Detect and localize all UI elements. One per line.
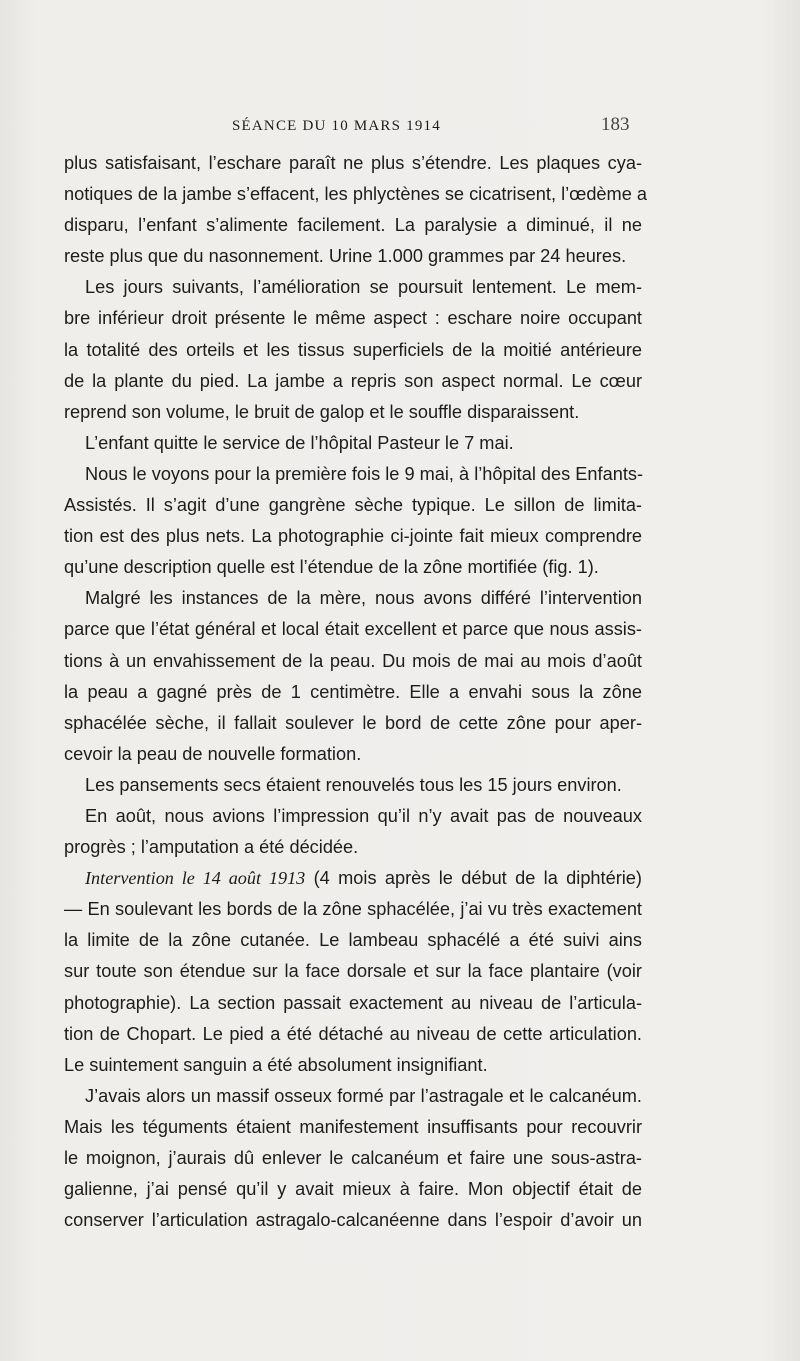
text-line: galienne, j’ai pensé qu’il y avait mieux à faire. Mon objectif était de [64,1179,642,1200]
text-line: Assistés. Il s’agit d’une gangrène sèche typique. Le sillon de limita- [64,495,642,516]
intervention-rest: (4 mois après le début de la diphtérie) [313,868,642,889]
text-line: tion de Chopart. Le pied a été détaché au niveau de cette articulation. [64,1023,642,1044]
text-line: bre inférieur droit présente le même aspect : eschare noire occupant [64,308,642,329]
text-line: sphacélée sèche, il fallait soulever le bord de cette zône pour aper- [64,712,642,733]
page-number: 183 [601,114,630,135]
text-line: Malgré les instances de la mère, nous avons différé l’intervention [85,588,642,609]
text-line: qu’une description quelle est l’étendue de la zône mortifiée (fig. 1). [64,557,599,578]
text-line: En août, nous avions l’impression qu’il n’y avait pas de nouveaux [85,805,642,826]
text-line: Les jours suivants, l’amélioration se poursuit lentement. Le mem- [85,277,642,298]
text-line: — En soulevant les bords de la zône sphacélée, j’ai vu très exactement [64,899,642,920]
text-line: J’avais alors un massif osseux formé par l’astragale et le calcanéum. [85,1085,642,1106]
text-line: la limite de la zône cutanée. Le lambeau sphacélé a été suivi ains [64,930,642,951]
text-line: Les pansements secs étaient renouvelés tous les 15 jours environ. [85,774,622,795]
intervention-heading: Intervention le 14 août 1913 [85,868,306,889]
text-line: reste plus que du nasonnement. Urine 1.000 grammes par 24 heures. [64,246,627,267]
text-line: conserver l’articulation astragalo-calcanéenne dans l’espoir d’avoir un [64,1210,642,1231]
text-line: cevoir la peau de nouvelle formation. [64,743,362,764]
text-line: tion est des plus nets. La photographie ci-jointe fait mieux comprendre [64,526,642,547]
text-line: disparu, l’enfant s’alimente facilement. La paralysie a diminué, il ne [64,215,642,236]
intervention-line [64,863,642,894]
text-line: photographie). La section passait exactement au niveau de l’articula- [64,992,642,1013]
text-line: le moignon, j’aurais dû enlever le calcanéum et faire une sous-astra- [64,1148,642,1168]
page-header [0,114,800,142]
text-line: Mais les téguments étaient manifestement insuffisants pour recouvrir [64,1116,642,1137]
text-line: de la plante du pied. La jambe a repris son aspect normal. Le cœur [64,370,642,391]
text-line: L’enfant quitte le service de l’hôpital Pasteur le 7 mai. [85,432,514,453]
text-line: parce que l’état général et local était excellent et parce que nous assis- [64,619,642,640]
text-line: sur toute son étendue sur la face dorsale et sur la face plantaire (voir [64,961,642,982]
text-line: tions à un envahissement de la peau. Du mois de mai au mois d’août [64,650,642,671]
text-line: Le suintement sanguin a été absolument insignifiant. [64,1054,488,1075]
text-line: plus satisfaisant, l’eschare paraît ne plus s’étendre. Les plaques cya- [64,153,642,173]
text-line: progrès ; l’amputation a été décidée. [64,837,359,858]
text-line: la totalité des orteils et les tissus superficiels de la moitié antérieure [64,339,642,360]
body-text [64,148,647,1236]
text-line: la peau a gagné près de 1 centimètre. Elle a envahi sous la zône [64,681,642,702]
text-line: notiques de la jambe s’effacent, les phlyctènes se cicatrisent, l’œdème a [64,184,647,205]
text-line: reprend son volume, le bruit de galop et le souffle disparaissent. [64,401,580,422]
text-line: Nous le voyons pour la première fois le 9 mai, à l’hôpital des Enfants- [85,463,644,484]
running-head: SÉANCE DU 10 MARS 1914 [232,118,441,134]
